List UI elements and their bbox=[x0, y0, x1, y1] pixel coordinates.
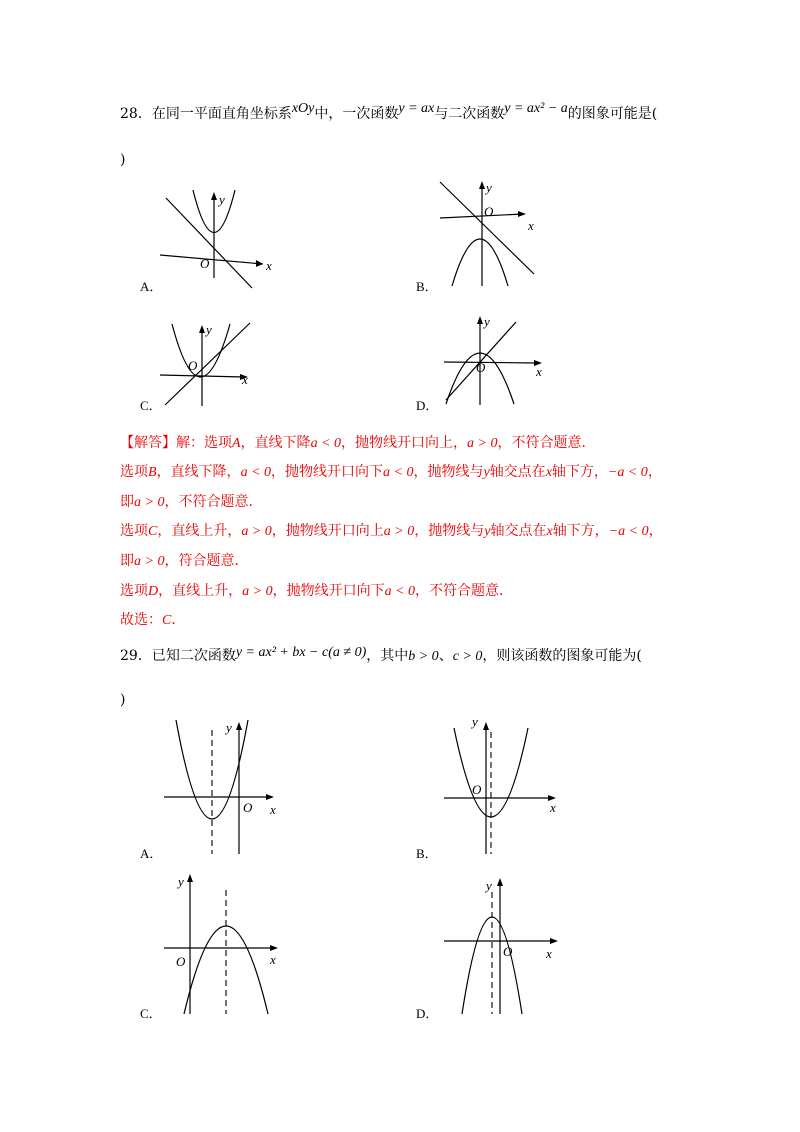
q28-option-a[interactable]: A． bbox=[140, 279, 163, 294]
q29-option-d[interactable]: D． bbox=[416, 1006, 439, 1021]
svg-text:x: x bbox=[536, 364, 542, 379]
q28-close-paren: ) bbox=[120, 152, 126, 168]
svg-text:y: y bbox=[472, 714, 478, 729]
answer-line-7: 故选：C． bbox=[120, 612, 186, 628]
answer-line-3: 即a > 0，不符合题意． bbox=[120, 494, 263, 510]
svg-text:x: x bbox=[270, 802, 276, 817]
answer-tag: 【解答】 bbox=[120, 435, 176, 451]
svg-text:x: x bbox=[270, 952, 276, 967]
svg-text:x: x bbox=[546, 946, 552, 961]
q28-graph-c bbox=[160, 320, 260, 410]
q28-option-d[interactable]: D． bbox=[416, 398, 439, 413]
q29-close-paren: ) bbox=[120, 692, 126, 708]
svg-text:y: y bbox=[486, 878, 492, 893]
q28-graph-b bbox=[430, 178, 540, 288]
svg-text:y: y bbox=[178, 874, 184, 889]
answer-line-2: 选项B，直线下降，a < 0，抛物线开口向下a < 0，抛物线与y轴交点在x轴下方，−a < 0， bbox=[120, 464, 662, 480]
q29-graph-b bbox=[440, 712, 565, 857]
svg-text:y: y bbox=[226, 720, 232, 735]
answer-line-4: 选项C，直线上升，a > 0，抛物线开口向上a > 0，抛物线与y轴交点在x轴下方，−a < 0， bbox=[120, 523, 663, 539]
svg-text:y: y bbox=[206, 322, 212, 337]
svg-text:O: O bbox=[484, 204, 494, 219]
x-axis-label: x bbox=[266, 258, 272, 273]
q28-stem: 28．在同一平面直角坐标系xOy中，一次函数y = ax与二次函数y = ax² − a的图象可能是( bbox=[120, 101, 658, 122]
q29-graph-c bbox=[160, 868, 285, 1018]
origin-label: O bbox=[200, 256, 210, 271]
answer-line-6: 选项D，直线上升，a > 0，抛物线开口向下a < 0，不符合题意． bbox=[120, 583, 514, 599]
svg-text:O: O bbox=[503, 944, 513, 959]
svg-text:O: O bbox=[472, 782, 482, 797]
y-axis-label: y bbox=[219, 192, 225, 207]
q28-graph-a bbox=[160, 190, 280, 280]
svg-text:O: O bbox=[188, 358, 198, 373]
svg-text:O: O bbox=[243, 800, 253, 815]
svg-text:y: y bbox=[484, 314, 490, 329]
svg-text:y: y bbox=[486, 180, 492, 195]
q29-graph-a bbox=[160, 718, 285, 858]
svg-text:O: O bbox=[476, 360, 486, 375]
q29-option-c[interactable]: C． bbox=[140, 1006, 162, 1021]
q29-stem: 29．已知二次函数y = ax² + bx − c(a ≠ 0)，其中b > 0、c > 0，则该函数的图象可能为( bbox=[120, 645, 642, 664]
q28-graph-d bbox=[440, 312, 550, 407]
svg-text:O: O bbox=[176, 954, 186, 969]
svg-text:x: x bbox=[528, 218, 534, 233]
q29-option-b[interactable]: B． bbox=[416, 846, 438, 861]
answer-line-1: 【解答】解：选项A，直线下降a < 0，抛物线开口向上，a > 0，不符合题意． bbox=[120, 435, 596, 451]
q29-option-a[interactable]: A． bbox=[140, 846, 163, 861]
svg-text:x: x bbox=[550, 800, 556, 815]
q29-number: 29． bbox=[120, 648, 152, 664]
q29-graph-d bbox=[440, 872, 565, 1017]
answer-line-5: 即a > 0，符合题意． bbox=[120, 553, 249, 569]
svg-text:x: x bbox=[242, 372, 248, 387]
q28-number: 28． bbox=[120, 106, 152, 122]
q28-option-c[interactable]: C． bbox=[140, 398, 162, 413]
q28-option-b[interactable]: B． bbox=[416, 279, 438, 294]
